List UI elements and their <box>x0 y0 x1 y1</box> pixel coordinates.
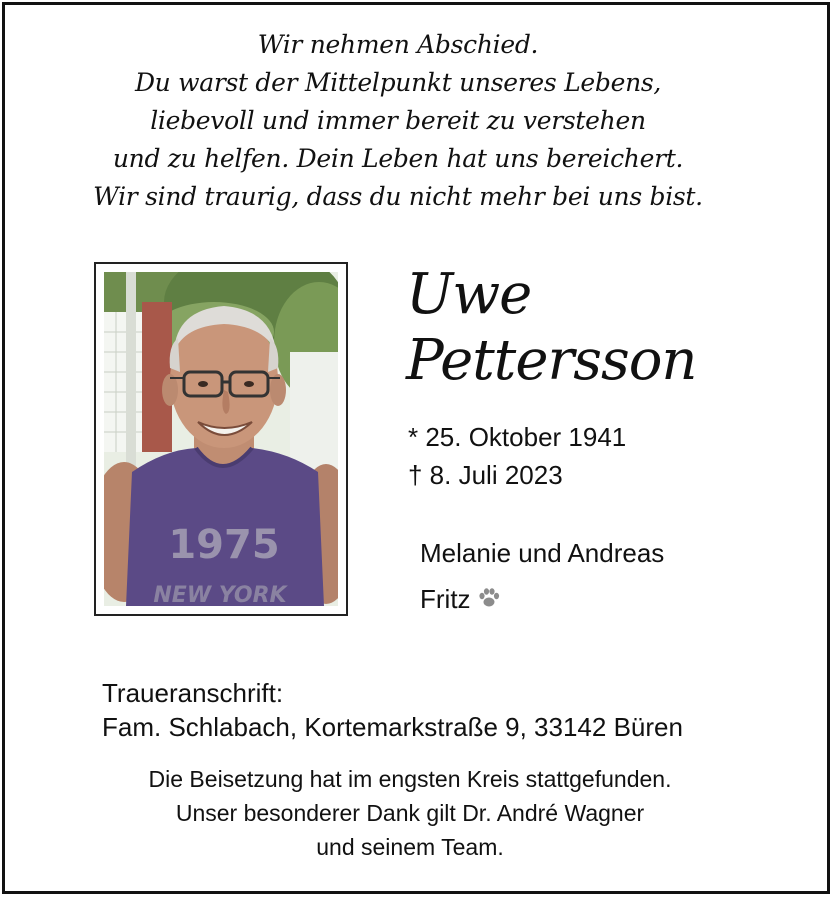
poem-line: und zu helfen. Dein Leben hat uns bereichert. <box>112 144 684 173</box>
closing-line: Unser besonderer Dank gilt Dr. André Wagner <box>175 800 645 826</box>
mourning-address <box>102 676 683 744</box>
closing-note <box>60 762 760 864</box>
paw-print-icon <box>477 578 501 624</box>
poem-line: Wir nehmen Abschied. <box>257 30 539 59</box>
pet-name: Fritz <box>420 584 471 614</box>
deceased-name <box>406 262 696 394</box>
shirt-print-city: NEW YORK <box>153 583 287 606</box>
life-dates <box>408 418 626 494</box>
first-name: Uwe <box>406 262 532 327</box>
farewell-poem <box>20 26 776 216</box>
poem-line: Du warst der Mittelpunkt unseres Lebens, <box>134 68 662 97</box>
shirt-print-1975: 1975 <box>168 522 280 568</box>
mourners-line-2 <box>420 576 664 624</box>
closing-line: Die Beisetzung hat im engsten Kreis stattgefunden. <box>148 766 672 792</box>
address-value: Fam. Schlabach, Kortemarkstraße 9, 33142 Büren <box>102 712 683 742</box>
closing-line: und seinem Team. <box>316 834 504 860</box>
mourners <box>420 530 664 624</box>
birth-date: * 25. Oktober 1941 <box>408 422 627 452</box>
address-label: Traueranschrift: <box>102 678 284 708</box>
last-name: Pettersson <box>406 328 697 393</box>
portrait-frame <box>94 262 348 616</box>
death-date: † 8. Juli 2023 <box>408 460 563 490</box>
poem-line: Wir sind traurig, dass du nicht mehr bei uns bist. <box>93 182 703 211</box>
mourners-line-1: Melanie und Andreas <box>420 538 665 568</box>
poem-line: liebevoll und immer bereit zu verstehen <box>150 106 646 135</box>
portrait-photo <box>104 272 338 606</box>
